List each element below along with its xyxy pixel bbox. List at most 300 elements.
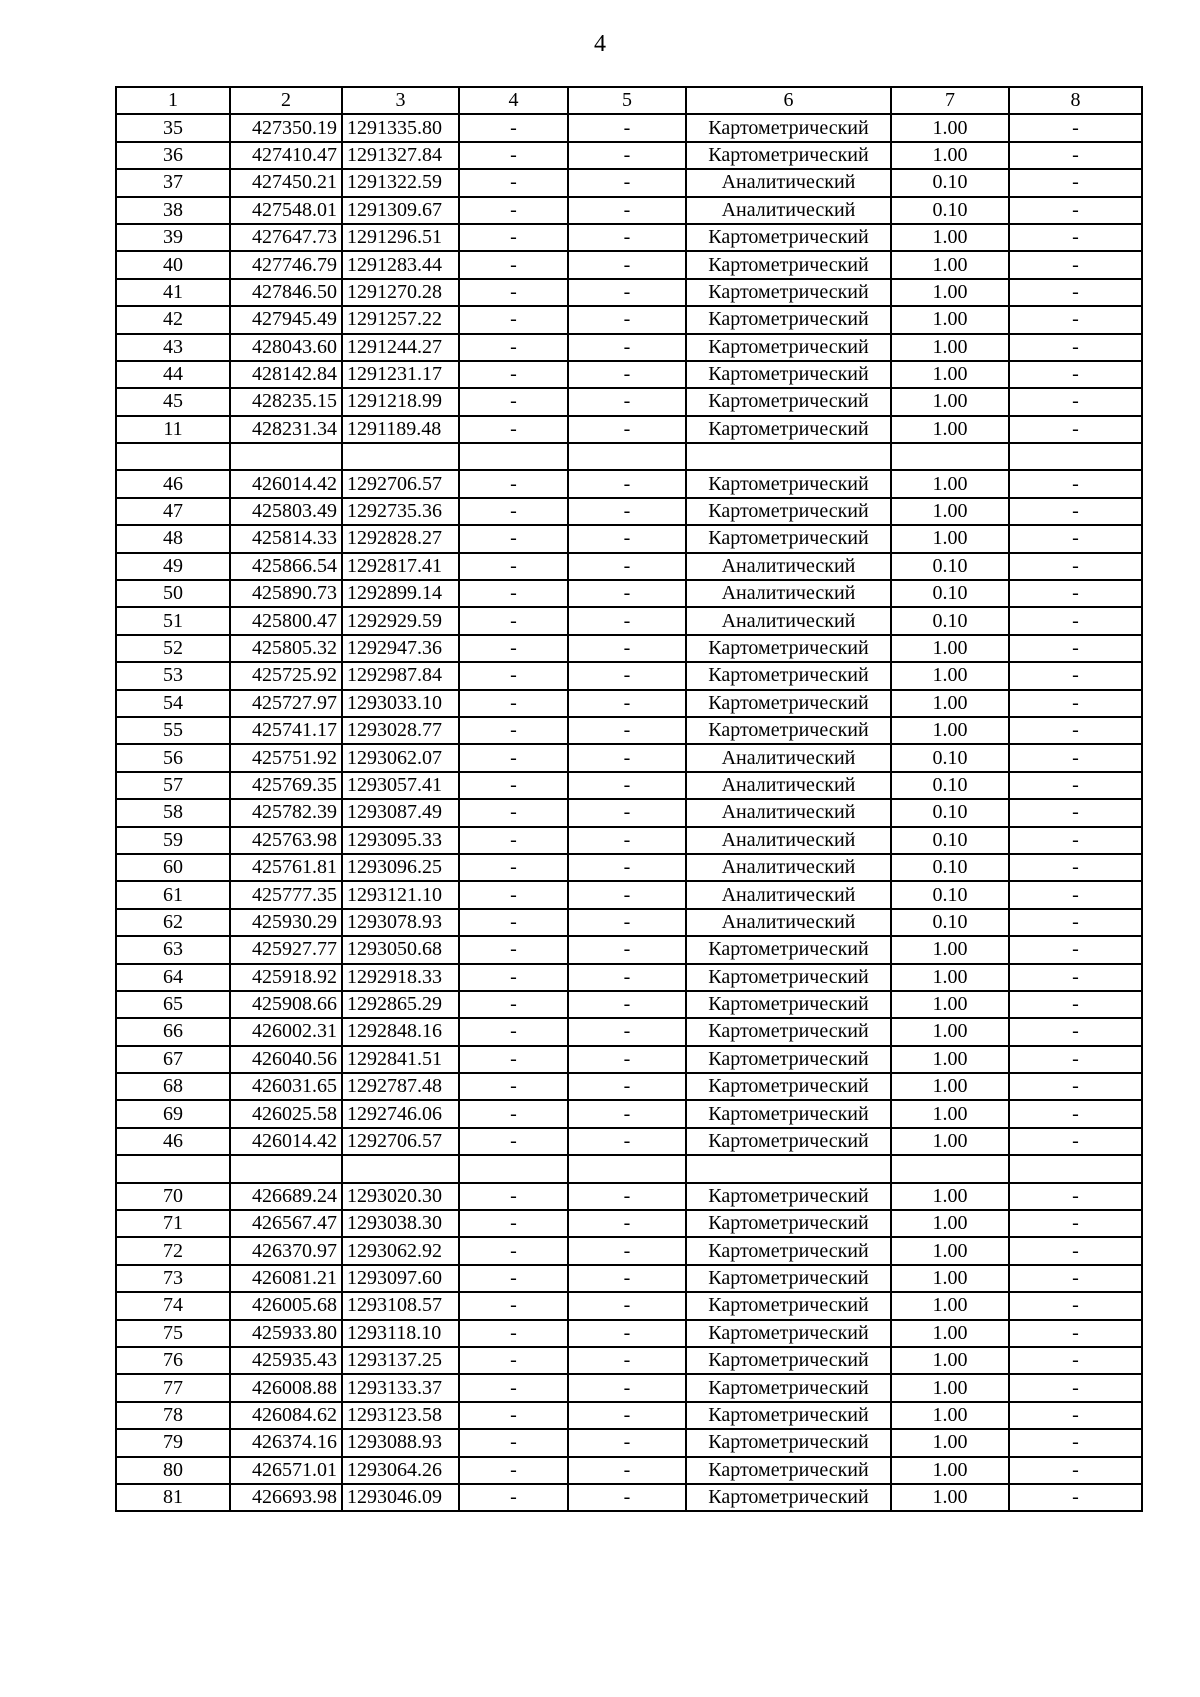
table-cell-col-1: 40 xyxy=(116,251,230,278)
table-cell-col-5: - xyxy=(568,525,686,552)
table-cell-col-5: - xyxy=(568,1046,686,1073)
table-cell-col-7: 1.00 xyxy=(891,1046,1009,1073)
table-cell-col-5: - xyxy=(568,991,686,1018)
header-row xyxy=(116,87,1142,114)
table-cell-col-4: - xyxy=(459,279,568,306)
table-cell-col-5: - xyxy=(568,1073,686,1100)
table-cell-col-5: - xyxy=(568,909,686,936)
table-cell-col-4: - xyxy=(459,1100,568,1127)
table-cell-col-2: 427410.47 xyxy=(230,142,342,169)
table-cell-col-5: - xyxy=(568,854,686,881)
table-cell-col-5: - xyxy=(568,114,686,141)
table-row xyxy=(116,224,1142,251)
table-cell-col-8: - xyxy=(1009,1128,1142,1155)
table-cell-col-2: 425933.80 xyxy=(230,1320,342,1347)
table-cell-col-1: 80 xyxy=(116,1457,230,1484)
table-cell-col-7: 1.00 xyxy=(891,142,1009,169)
table-cell-col-2: 426025.58 xyxy=(230,1100,342,1127)
table-row xyxy=(116,772,1142,799)
table-cell-col-1: 71 xyxy=(116,1210,230,1237)
table-cell-col-3: 1291231.17 xyxy=(342,361,459,388)
table-cell-col-5: - xyxy=(568,772,686,799)
table-cell-col-1: 11 xyxy=(116,416,230,443)
table-cell-col-3: 1293121.10 xyxy=(342,881,459,908)
table-cell-col-5: - xyxy=(568,1457,686,1484)
table-cell-col-5: - xyxy=(568,1402,686,1429)
table-row xyxy=(116,1210,1142,1237)
page-number: 4 xyxy=(594,31,606,57)
table-cell-col-7: 1.00 xyxy=(891,1320,1009,1347)
table-cell-col-5: - xyxy=(568,1210,686,1237)
table-cell-col-2: 425908.66 xyxy=(230,991,342,1018)
table-cell-col-6: Картометрический xyxy=(686,114,891,141)
table-cell-col-2: 425866.54 xyxy=(230,553,342,580)
table-cell-col-3: 1293133.37 xyxy=(342,1374,459,1401)
table-cell-col-2: 427945.49 xyxy=(230,306,342,333)
table-cell-col-1: 63 xyxy=(116,936,230,963)
table-cell-col-2: 425725.92 xyxy=(230,662,342,689)
table-cell-col-2: 427846.50 xyxy=(230,279,342,306)
table-cell-col-4: - xyxy=(459,1183,568,1210)
table-cell-col-2: 425741.17 xyxy=(230,717,342,744)
table-cell-col-4: - xyxy=(459,361,568,388)
table-cell-col-6: Аналитический xyxy=(686,580,891,607)
table-cell-col-6: Картометрический xyxy=(686,1402,891,1429)
table-cell-col-6: Картометрический xyxy=(686,416,891,443)
table-cell-col-4: - xyxy=(459,1128,568,1155)
table-cell-col-5: - xyxy=(568,279,686,306)
table-cell-col-8 xyxy=(1009,443,1142,470)
table-cell-col-5: - xyxy=(568,936,686,963)
table-row xyxy=(116,580,1142,607)
table-cell-col-5: - xyxy=(568,251,686,278)
table-cell-col-4: - xyxy=(459,1292,568,1319)
table-cell-col-3: 1292918.33 xyxy=(342,964,459,991)
table-cell-col-8: - xyxy=(1009,1183,1142,1210)
table-cell-col-5: - xyxy=(568,553,686,580)
table-cell-col-1: 58 xyxy=(116,799,230,826)
table-row xyxy=(116,607,1142,634)
table-cell-col-7: 1.00 xyxy=(891,388,1009,415)
table-row xyxy=(116,361,1142,388)
table-cell-col-5: - xyxy=(568,1347,686,1374)
table-cell-col-6: Картометрический xyxy=(686,388,891,415)
table-cell-col-3: 1293096.25 xyxy=(342,854,459,881)
table-cell-col-2: 425930.29 xyxy=(230,909,342,936)
table-cell-col-6: Картометрический xyxy=(686,1073,891,1100)
table-cell-col-6: Картометрический xyxy=(686,1374,891,1401)
table-cell-col-8: - xyxy=(1009,991,1142,1018)
table-cell-col-8: - xyxy=(1009,306,1142,333)
table-cell-col-1: 75 xyxy=(116,1320,230,1347)
table-row xyxy=(116,690,1142,717)
table-cell-col-6: Картометрический xyxy=(686,1347,891,1374)
table-cell-col-8: - xyxy=(1009,1429,1142,1456)
table-cell-col-1: 49 xyxy=(116,553,230,580)
table-row xyxy=(116,1402,1142,1429)
table-cell-col-7: 1.00 xyxy=(891,936,1009,963)
table-row xyxy=(116,1128,1142,1155)
table-cell-col-7: 1.00 xyxy=(891,1292,1009,1319)
table-cell-col-3: 1291296.51 xyxy=(342,224,459,251)
table-cell-col-6: Картометрический xyxy=(686,690,891,717)
table-cell-col-1: 38 xyxy=(116,197,230,224)
table-cell-col-7: 0.10 xyxy=(891,553,1009,580)
table-cell-col-3: 1293095.33 xyxy=(342,827,459,854)
table-cell-col-6: Картометрический xyxy=(686,1292,891,1319)
column-header-3: 3 xyxy=(342,87,459,114)
table-cell-col-3: 1293062.92 xyxy=(342,1237,459,1264)
table-cell-col-5: - xyxy=(568,498,686,525)
table-cell-col-3: 1291335.80 xyxy=(342,114,459,141)
table-cell-col-5: - xyxy=(568,306,686,333)
table-cell-col-5: - xyxy=(568,361,686,388)
table-cell-col-7 xyxy=(891,443,1009,470)
table-row xyxy=(116,964,1142,991)
table-cell-col-7: 1.00 xyxy=(891,498,1009,525)
table-cell-col-2: 425918.92 xyxy=(230,964,342,991)
table-cell-col-3: 1293088.93 xyxy=(342,1429,459,1456)
table-cell-col-5: - xyxy=(568,662,686,689)
table-cell-col-3: 1291257.22 xyxy=(342,306,459,333)
table-cell-col-3: 1293020.30 xyxy=(342,1183,459,1210)
table-cell-col-7: 1.00 xyxy=(891,1402,1009,1429)
table-cell-col-4: - xyxy=(459,1402,568,1429)
table-cell-col-6: Картометрический xyxy=(686,635,891,662)
table-cell-col-5: - xyxy=(568,169,686,196)
table-cell-col-8: - xyxy=(1009,169,1142,196)
table-row xyxy=(116,525,1142,552)
table-cell-col-4: - xyxy=(459,306,568,333)
table-cell-col-3: 1292848.16 xyxy=(342,1018,459,1045)
table-cell-col-2: 426031.65 xyxy=(230,1073,342,1100)
table-cell-col-7: 0.10 xyxy=(891,197,1009,224)
table-cell-col-6 xyxy=(686,1155,891,1182)
table-cell-col-8: - xyxy=(1009,1347,1142,1374)
table-cell-col-8: - xyxy=(1009,580,1142,607)
table-cell-col-4 xyxy=(459,443,568,470)
table-cell-col-2: 426014.42 xyxy=(230,1128,342,1155)
table-cell-col-4: - xyxy=(459,799,568,826)
table-cell-col-4: - xyxy=(459,991,568,1018)
table-cell-col-3 xyxy=(342,443,459,470)
table-cell-col-2: 427450.21 xyxy=(230,169,342,196)
table-cell-col-2: 425800.47 xyxy=(230,607,342,634)
table-cell-col-1: 60 xyxy=(116,854,230,881)
table-cell-col-8: - xyxy=(1009,224,1142,251)
table-cell-col-4: - xyxy=(459,1429,568,1456)
table-cell-col-3: 1292787.48 xyxy=(342,1073,459,1100)
table-cell-col-2: 425803.49 xyxy=(230,498,342,525)
table-cell-col-8: - xyxy=(1009,1073,1142,1100)
table-cell-col-1: 35 xyxy=(116,114,230,141)
table-cell-col-8: - xyxy=(1009,1265,1142,1292)
table-cell-col-4: - xyxy=(459,1237,568,1264)
column-header-4: 4 xyxy=(459,87,568,114)
table-cell-col-4: - xyxy=(459,498,568,525)
table-cell-col-3: 1292746.06 xyxy=(342,1100,459,1127)
table-cell-col-3: 1291244.27 xyxy=(342,334,459,361)
table-cell-col-4: - xyxy=(459,416,568,443)
table-cell-col-2: 425814.33 xyxy=(230,525,342,552)
table-cell-col-5: - xyxy=(568,1292,686,1319)
table-cell-col-4: - xyxy=(459,881,568,908)
table-cell-col-8: - xyxy=(1009,799,1142,826)
table-cell-col-3: 1293038.30 xyxy=(342,1210,459,1237)
table-cell-col-2: 426084.62 xyxy=(230,1402,342,1429)
table-row xyxy=(116,799,1142,826)
table-cell-col-1: 44 xyxy=(116,361,230,388)
table-row xyxy=(116,827,1142,854)
table-row xyxy=(116,114,1142,141)
table-cell-col-7: 1.00 xyxy=(891,334,1009,361)
table-cell-col-4: - xyxy=(459,251,568,278)
table-cell-col-4: - xyxy=(459,470,568,497)
table-cell-col-2: 426567.47 xyxy=(230,1210,342,1237)
table-cell-col-3: 1291218.99 xyxy=(342,388,459,415)
column-header-1: 1 xyxy=(116,87,230,114)
table-cell-col-2: 426571.01 xyxy=(230,1457,342,1484)
table-cell-col-6: Аналитический xyxy=(686,744,891,771)
table-cell-col-6: Картометрический xyxy=(686,964,891,991)
table-cell-col-7: 1.00 xyxy=(891,306,1009,333)
table-cell-col-7: 1.00 xyxy=(891,1347,1009,1374)
table-cell-col-2: 425782.39 xyxy=(230,799,342,826)
table-row xyxy=(116,1292,1142,1319)
table-cell-col-5: - xyxy=(568,1484,686,1511)
table-cell-col-7: 1.00 xyxy=(891,416,1009,443)
table-row xyxy=(116,1457,1142,1484)
table-row xyxy=(116,197,1142,224)
table-row xyxy=(116,1183,1142,1210)
table-cell-col-5: - xyxy=(568,744,686,771)
table-cell-col-3 xyxy=(342,1155,459,1182)
table-cell-col-3: 1292706.57 xyxy=(342,1128,459,1155)
table-cell-col-1: 64 xyxy=(116,964,230,991)
table-cell-col-8: - xyxy=(1009,881,1142,908)
table-cell-col-7: 1.00 xyxy=(891,251,1009,278)
table-cell-col-5: - xyxy=(568,197,686,224)
table-cell-col-7: 1.00 xyxy=(891,1183,1009,1210)
table-cell-col-5: - xyxy=(568,1183,686,1210)
table-cell-col-5: - xyxy=(568,1018,686,1045)
table-cell-col-2: 425761.81 xyxy=(230,854,342,881)
table-cell-col-8: - xyxy=(1009,279,1142,306)
table-cell-col-1: 68 xyxy=(116,1073,230,1100)
table-cell-col-2: 427746.79 xyxy=(230,251,342,278)
table-cell-col-7: 1.00 xyxy=(891,964,1009,991)
table-cell-col-5: - xyxy=(568,1100,686,1127)
table-row xyxy=(116,1429,1142,1456)
table-cell-col-3: 1292841.51 xyxy=(342,1046,459,1073)
table-cell-col-7: 0.10 xyxy=(891,607,1009,634)
table-cell-col-4: - xyxy=(459,388,568,415)
table-cell-col-3: 1292929.59 xyxy=(342,607,459,634)
table-row xyxy=(116,936,1142,963)
table-cell-col-4: - xyxy=(459,1457,568,1484)
table-cell-col-4: - xyxy=(459,1265,568,1292)
table-cell-col-7: 0.10 xyxy=(891,909,1009,936)
table-cell-col-7: 1.00 xyxy=(891,361,1009,388)
table-cell-col-5: - xyxy=(568,142,686,169)
table-cell-col-1: 46 xyxy=(116,470,230,497)
table-cell-col-4: - xyxy=(459,827,568,854)
table-header xyxy=(116,87,1142,114)
table-row xyxy=(116,306,1142,333)
table-cell-col-4: - xyxy=(459,662,568,689)
table-cell-col-1: 54 xyxy=(116,690,230,717)
table-cell-col-6: Аналитический xyxy=(686,169,891,196)
table-cell-col-4: - xyxy=(459,334,568,361)
table-cell-col-5: - xyxy=(568,827,686,854)
table-cell-col-7: 1.00 xyxy=(891,1429,1009,1456)
table-cell-col-5: - xyxy=(568,416,686,443)
table-cell-col-2: 425727.97 xyxy=(230,690,342,717)
table-cell-col-6: Аналитический xyxy=(686,854,891,881)
table-cell-col-6: Картометрический xyxy=(686,1429,891,1456)
table-cell-col-4: - xyxy=(459,553,568,580)
table-cell-col-6: Аналитический xyxy=(686,881,891,908)
table-cell-col-1: 65 xyxy=(116,991,230,1018)
table-cell-col-2: 425763.98 xyxy=(230,827,342,854)
table-cell-col-2: 427548.01 xyxy=(230,197,342,224)
table-row xyxy=(116,1155,1142,1182)
table-cell-col-3: 1293108.57 xyxy=(342,1292,459,1319)
table-cell-col-7: 0.10 xyxy=(891,169,1009,196)
table-cell-col-1: 46 xyxy=(116,1128,230,1155)
table-cell-col-5: - xyxy=(568,1429,686,1456)
table-cell-col-8 xyxy=(1009,1155,1142,1182)
table-cell-col-8: - xyxy=(1009,772,1142,799)
table-cell-col-8: - xyxy=(1009,470,1142,497)
table-cell-col-8: - xyxy=(1009,1210,1142,1237)
table-cell-col-5: - xyxy=(568,964,686,991)
table-cell-col-7: 1.00 xyxy=(891,114,1009,141)
table-cell-col-5: - xyxy=(568,334,686,361)
table-cell-col-4: - xyxy=(459,1073,568,1100)
table-cell-col-8: - xyxy=(1009,553,1142,580)
table-cell-col-8: - xyxy=(1009,251,1142,278)
table-cell-col-1: 43 xyxy=(116,334,230,361)
table-cell-col-5: - xyxy=(568,224,686,251)
table-cell-col-6: Картометрический xyxy=(686,936,891,963)
table-cell-col-6: Картометрический xyxy=(686,1018,891,1045)
table-cell-col-4 xyxy=(459,1155,568,1182)
table-cell-col-8: - xyxy=(1009,1374,1142,1401)
table-cell-col-7: 1.00 xyxy=(891,635,1009,662)
table-cell-col-8: - xyxy=(1009,388,1142,415)
table-cell-col-1: 78 xyxy=(116,1402,230,1429)
table-cell-col-2: 428235.15 xyxy=(230,388,342,415)
table-cell-col-6: Картометрический xyxy=(686,1320,891,1347)
table-cell-col-8: - xyxy=(1009,1402,1142,1429)
table-cell-col-6: Аналитический xyxy=(686,772,891,799)
table-cell-col-2: 428142.84 xyxy=(230,361,342,388)
table-cell-col-1: 66 xyxy=(116,1018,230,1045)
table-cell-col-2: 426374.16 xyxy=(230,1429,342,1456)
table-cell-col-1: 62 xyxy=(116,909,230,936)
table-cell-col-3: 1291327.84 xyxy=(342,142,459,169)
table-cell-col-3: 1292947.36 xyxy=(342,635,459,662)
table-cell-col-8: - xyxy=(1009,827,1142,854)
table-cell-col-4: - xyxy=(459,1374,568,1401)
table-cell-col-3: 1291322.59 xyxy=(342,169,459,196)
table-cell-col-6: Картометрический xyxy=(686,470,891,497)
table-cell-col-6: Картометрический xyxy=(686,1237,891,1264)
table-cell-col-8: - xyxy=(1009,607,1142,634)
table-cell-col-7: 1.00 xyxy=(891,690,1009,717)
table-cell-col-3: 1293046.09 xyxy=(342,1484,459,1511)
table-cell-col-6: Картометрический xyxy=(686,224,891,251)
table-row xyxy=(116,553,1142,580)
table-cell-col-2: 425777.35 xyxy=(230,881,342,908)
table-cell-col-8: - xyxy=(1009,1320,1142,1347)
table-row xyxy=(116,1347,1142,1374)
table-cell-col-3: 1293057.41 xyxy=(342,772,459,799)
table-cell-col-8: - xyxy=(1009,1457,1142,1484)
table-cell-col-3: 1293062.07 xyxy=(342,744,459,771)
table-cell-col-6: Картометрический xyxy=(686,1100,891,1127)
table-cell-col-4: - xyxy=(459,909,568,936)
table-cell-col-2: 426081.21 xyxy=(230,1265,342,1292)
table-cell-col-6: Картометрический xyxy=(686,498,891,525)
table-cell-col-6: Картометрический xyxy=(686,1265,891,1292)
table-cell-col-5: - xyxy=(568,635,686,662)
table-cell-col-3: 1293097.60 xyxy=(342,1265,459,1292)
table-cell-col-7: 0.10 xyxy=(891,827,1009,854)
table-cell-col-8: - xyxy=(1009,1237,1142,1264)
table-cell-col-2 xyxy=(230,1155,342,1182)
table-cell-col-7: 1.00 xyxy=(891,1237,1009,1264)
table-cell-col-1: 56 xyxy=(116,744,230,771)
table-row xyxy=(116,1237,1142,1264)
table-row xyxy=(116,1073,1142,1100)
table-row xyxy=(116,498,1142,525)
table-cell-col-4: - xyxy=(459,525,568,552)
table-cell-col-4: - xyxy=(459,854,568,881)
column-header-6: 6 xyxy=(686,87,891,114)
table-cell-col-7: 1.00 xyxy=(891,279,1009,306)
table-cell-col-7: 1.00 xyxy=(891,525,1009,552)
table-row xyxy=(116,717,1142,744)
table-cell-col-7: 1.00 xyxy=(891,1374,1009,1401)
table-cell-col-8: - xyxy=(1009,114,1142,141)
table-cell-col-1: 50 xyxy=(116,580,230,607)
table-cell-col-8: - xyxy=(1009,744,1142,771)
table-row xyxy=(116,416,1142,443)
table-cell-col-1: 59 xyxy=(116,827,230,854)
table-cell-col-7: 1.00 xyxy=(891,1128,1009,1155)
table-cell-col-1: 39 xyxy=(116,224,230,251)
table-cell-col-1: 77 xyxy=(116,1374,230,1401)
table-cell-col-6: Картометрический xyxy=(686,662,891,689)
table-cell-col-7: 1.00 xyxy=(891,1210,1009,1237)
table-cell-col-6: Аналитический xyxy=(686,827,891,854)
table-cell-col-2: 426040.56 xyxy=(230,1046,342,1073)
table-cell-col-1: 45 xyxy=(116,388,230,415)
table-row xyxy=(116,279,1142,306)
table-row xyxy=(116,388,1142,415)
table-cell-col-5: - xyxy=(568,881,686,908)
table-cell-col-3: 1292706.57 xyxy=(342,470,459,497)
table-cell-col-1: 53 xyxy=(116,662,230,689)
table-cell-col-8: - xyxy=(1009,909,1142,936)
table-cell-col-3: 1292817.41 xyxy=(342,553,459,580)
table-cell-col-7: 1.00 xyxy=(891,224,1009,251)
table-cell-col-1: 70 xyxy=(116,1183,230,1210)
table-cell-col-4: - xyxy=(459,1484,568,1511)
table-cell-col-7: 1.00 xyxy=(891,1018,1009,1045)
